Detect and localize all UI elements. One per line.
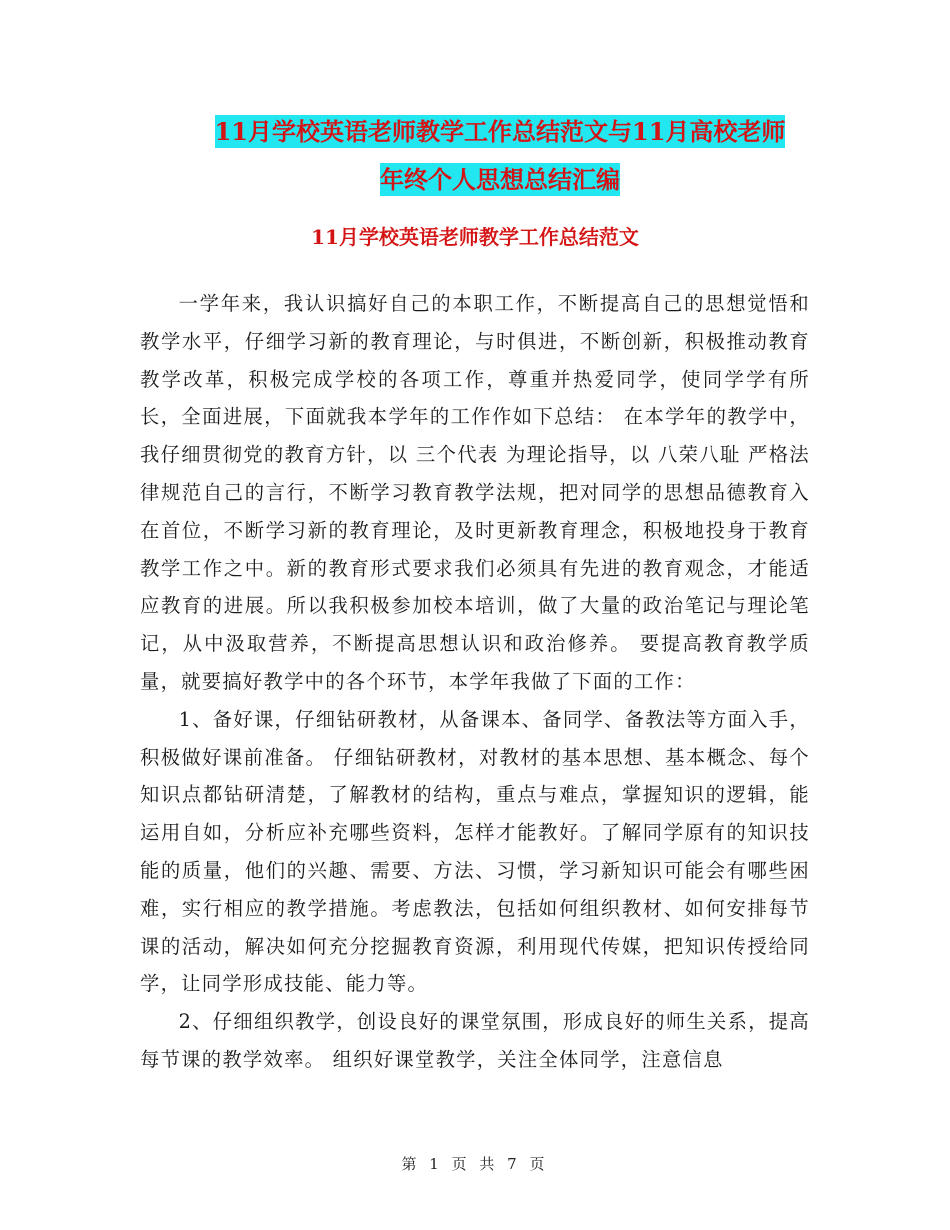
section-heading: 11月学校英语老师教学工作总结范文 [311, 225, 639, 249]
paragraph-class-organization: 2、仔细组织教学，创设良好的课堂氛围，形成良好的师生关系，提高每节课的教学效率。 组织好课堂教学，关注全体同学，注意信息 [140, 1010, 810, 1071]
page-footer: 第 1 页 共 7 页 [401, 1155, 549, 1173]
document-title [140, 108, 860, 204]
paragraph-lesson-prep: 1、备好课，仔细钻研教材，从备课本、备同学、备教法等方面入手，积极做好课前准备。 仔细钻研教材，对教材的基本思想、基本概念、每个知识点都钻研清楚，了解教材的结构，重点与难点，掌握知识的逻辑，能运用自如，分析应补充哪些资料，怎样才能教好。了解同学原有的知识技能的质量，他们的兴趣、需要、方法、习惯，学习新知识可能会有哪些困难，实行相应的教学措施。考虑教法，包括如何组织教材、如何安排每节课的活动，解决如何充分挖掘教育资源，利用现代传媒，把知识传授给同学，让同学形成技能、能力等。 [140, 707, 810, 996]
document-body [140, 285, 810, 1079]
paragraph-intro: 一学年来，我认识搞好自己的本职工作，不断提高自己的思想觉悟和教学水平，仔细学习新的教育理论，与时俱进，不断创新，积极推动教育教学改革，积极完成学校的各项工作，尊重并热爱同学，使同学学有所长，全面进展，下面就我本学年的工作作如下总结： 在本学年的教学中，我仔细贯彻党的教育方针，以 三个代表 为理论指导，以 八荣八耻 严格法律规范自己的言行，不断学习教育教学法规，把对同学的思想品德教育入在首位，不断学习新的教育理论，及时更新教育理念，积极地投身于教育教学工作之中。新的教育形式要求我们必须具有先进的教育观念，才能适应教育的进展。所以我积极参加校本培训，做了大量的政治笔记与理论笔记，从中汲取营养，不断提高思想认识和政治修养。 要提高教育教学质量，就要搞好教学中的各个环节，本学年我做了下面的工作： [140, 292, 810, 693]
document-title-line-2: 年终个人思想总结汇编 [380, 165, 620, 194]
document-title-line-1: 11月学校英语老师教学工作总结范文与11月高校老师 [214, 117, 786, 146]
